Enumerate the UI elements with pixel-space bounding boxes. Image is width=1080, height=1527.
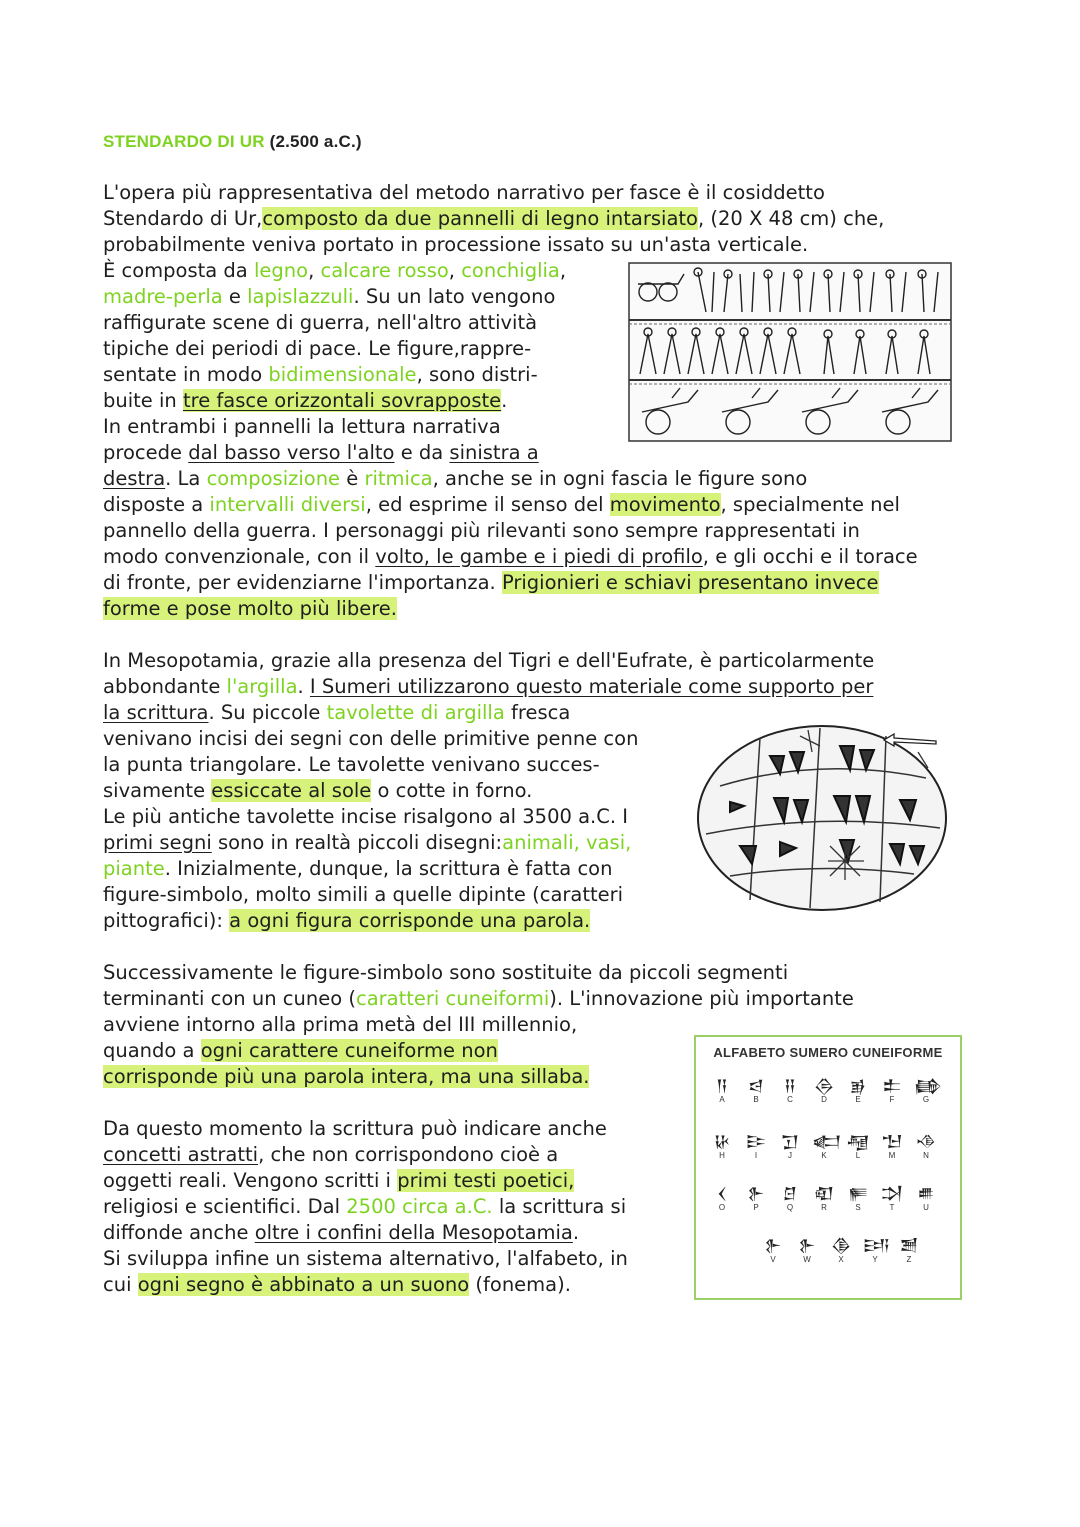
- glyph-letter: U: [923, 1203, 929, 1212]
- glyph-letter: F: [889, 1095, 895, 1104]
- glyph-letter: N: [923, 1151, 929, 1160]
- glyph-letter: M: [888, 1151, 896, 1160]
- p2-line-1: In Mesopotamia, grazie alla presenza del Tigri e dell'Eufrate, è particolarmente: [103, 649, 875, 672]
- glyph-letter: W: [803, 1255, 811, 1264]
- cuneiform-glyph-u: [914, 1185, 938, 1212]
- p4-line-4: religiosi e scientifici. Dal 2500 circa a.C. la scrittura si: [103, 1195, 627, 1218]
- p2-line-11: pittografici): a ogni figura corrisponde una parola.: [103, 909, 591, 932]
- p2-line-3: la scrittura. Su piccole tavolette di argilla fresca: [103, 701, 571, 724]
- glyph-letter: E: [855, 1095, 861, 1104]
- p2-line-4: venivano incisi dei segni con delle primitive penne con: [103, 727, 639, 750]
- p1-line-10: In entrambi i pannelli la lettura narrativa: [103, 415, 501, 438]
- p2-line-10: figure-simbolo, molto simili a quelle dipinte (caratteri: [103, 883, 624, 906]
- glyph-letter: Q: [786, 1203, 794, 1212]
- cuneiform-glyph-r: [812, 1185, 836, 1212]
- glyph-symbol: 𒆠: [830, 1236, 852, 1255]
- glyph-letter: K: [821, 1151, 827, 1160]
- p1-line-13: disposte a intervalli diversi, ed esprime il senso del movimento, specialmente nel: [103, 493, 900, 516]
- glyph-symbol: 𒄩: [713, 1132, 731, 1151]
- cuneiform-glyph-z: [897, 1237, 921, 1264]
- glyph-letter: G: [922, 1095, 930, 1104]
- glyph-letter: A: [719, 1095, 725, 1104]
- p1-line-17: forme e pose molto più libere.: [103, 597, 397, 620]
- glyph-letter: L: [855, 1151, 861, 1160]
- p1-line-2: Stendardo di Ur,composto da due pannelli di legno intarsiato, (20 X 48 cm) che,: [103, 207, 885, 230]
- glyph-symbol: 𒉺: [882, 1076, 902, 1095]
- p4-line-2: concetti astratti, che non corrispondono cioè a: [103, 1143, 559, 1166]
- cuneiform-glyph-t: [880, 1185, 904, 1212]
- p1-line-14: pannello della guerra. I personaggi più rilevanti sono sempre rappresentati in: [103, 519, 860, 542]
- cuneiform-glyph-o: [710, 1185, 734, 1212]
- title-date: (2.500 a.C.): [269, 132, 362, 151]
- p3-line-2: terminanti con un cuneo (caratteri cuneiformi). L'innovazione più importante: [103, 987, 854, 1010]
- glyph-letter: S: [855, 1203, 861, 1212]
- glyph-symbol: 𒆪: [782, 1184, 798, 1203]
- glyph-symbol: 𒍝: [784, 1076, 796, 1095]
- p1-line-4: È composta da legno, calcare rosso, conchiglia,: [103, 259, 567, 282]
- p4-line-5: diffonde anche oltre i confini della Mesopotamia.: [103, 1221, 580, 1244]
- glyph-symbol: 𒅀: [863, 1236, 891, 1255]
- glyph-symbol: 𒋛: [780, 1132, 800, 1151]
- p3-line-5: corrisponde più una parola intera, ma una sillaba.: [103, 1065, 590, 1088]
- cuneiform-glyph-h: [710, 1133, 734, 1160]
- p1-line-6: raffigurate scene di guerra, nell'altro attività: [103, 311, 538, 334]
- glyph-symbol: 𒉿: [798, 1236, 816, 1255]
- glyph-symbol: 𒉿: [764, 1236, 782, 1255]
- glyph-symbol: 𒂵: [914, 1076, 943, 1095]
- glyph-symbol: 𒁲: [813, 1076, 835, 1095]
- glyph-letter: J: [788, 1151, 792, 1160]
- glyph-symbol: 𒈠: [881, 1132, 903, 1151]
- cuneiform-glyph-j: [778, 1133, 802, 1160]
- glyph-letter: H: [719, 1151, 725, 1160]
- page-title: [103, 132, 362, 152]
- cuneiform-glyph-k: [812, 1132, 842, 1160]
- glyph-letter: C: [787, 1095, 793, 1104]
- glyph-symbol: 𒌋: [716, 1184, 728, 1203]
- p4-line-1: Da questo momento la scrittura può indicare anche: [103, 1117, 607, 1140]
- p4-line-6: Si sviluppa infine un sistema alternativo, l'alfabeto, in: [103, 1247, 628, 1270]
- p1-line-11: procede dal basso verso l'alto e da sinistra a: [103, 441, 539, 464]
- cuneiform-glyph-m: [880, 1133, 904, 1160]
- cuneiform-glyph-g: [914, 1076, 943, 1104]
- cuneiform-glyph-x: [829, 1237, 853, 1264]
- glyph-letter: O: [718, 1203, 726, 1212]
- p1-line-12: destra. La composizione è ritmica, anche se in ogni fascia le figure sono: [103, 467, 808, 490]
- glyph-symbol: 𒊓: [848, 1184, 868, 1203]
- cuneiform-alphabet-box: [694, 1035, 962, 1300]
- p1-line-8: sentate in modo bidimensionale, sono distri-: [103, 363, 538, 386]
- glyph-symbol: 𒆷: [846, 1132, 870, 1151]
- glyph-letter: D: [821, 1095, 827, 1104]
- glyph-symbol: 𒋫: [880, 1184, 904, 1203]
- p3-line-3: avviene intorno alla prima metà del III millennio,: [103, 1013, 578, 1036]
- glyph-symbol: 𒈾: [915, 1132, 937, 1151]
- alphabet-title: ALFABETO SUMERO CUNEIFORME: [713, 1045, 943, 1060]
- arrow-icon: [882, 732, 938, 748]
- glyph-letter: V: [770, 1255, 776, 1264]
- cuneiform-glyph-b: [744, 1077, 768, 1104]
- glyph-letter: Y: [872, 1255, 878, 1264]
- cuneiform-glyph-w: [795, 1237, 819, 1264]
- glyph-symbol: 𒄿: [745, 1132, 767, 1151]
- p1-line-7: tipiche dei periodi di pace. Le figure,rappre-: [103, 337, 532, 360]
- cuneiform-glyph-i: [744, 1133, 768, 1160]
- cuneiform-glyph-l: [846, 1133, 870, 1160]
- p1-line-9: buite in tre fasce orizzontali sovrapposte.: [103, 389, 508, 412]
- cuneiform-glyph-c: [778, 1077, 802, 1104]
- glyph-symbol: 𒍪: [899, 1236, 919, 1255]
- p1-line-16: di fronte, per evidenziarne l'importanza. Prigionieri e schiavi presentano invece: [103, 571, 879, 594]
- glyph-symbol: 𒉿: [747, 1184, 765, 1203]
- cuneiform-glyph-f: [880, 1077, 904, 1104]
- p4-line-3: oggetti reali. Vengono scritti i primi testi poetici,: [103, 1169, 575, 1192]
- glyph-letter: P: [753, 1203, 759, 1212]
- glyph-symbol: 𒌑: [917, 1184, 935, 1203]
- glyph-letter: Z: [906, 1255, 912, 1264]
- cuneiform-glyph-y: [863, 1236, 891, 1264]
- cuneiform-glyph-e: [846, 1077, 870, 1104]
- p4-line-7: cui ogni segno è abbinato a un suono (fonema).: [103, 1273, 571, 1296]
- p1-line-15: modo convenzionale, con il volto, le gambe e i piedi di profilo, e gli occhi e il torace: [103, 545, 918, 568]
- glyph-symbol: 𒂊: [849, 1076, 867, 1095]
- glyph-letter: B: [753, 1095, 759, 1104]
- p1-line-3: probabilmente veniva portato in processione issato su un'asta verticale.: [103, 233, 809, 256]
- p2-line-7: Le più antiche tavolette incise risalgono al 3500 a.C. I: [103, 805, 629, 828]
- glyph-symbol: 𒁀: [748, 1076, 764, 1095]
- p2-line-9: piante. Inizialmente, dunque, la scrittura è fatta con: [103, 857, 613, 880]
- cuneiform-glyph-d: [812, 1077, 836, 1104]
- glyph-letter: R: [821, 1203, 827, 1212]
- glyph-symbol: 𒅗: [812, 1132, 842, 1151]
- p3-line-4: quando a ogni carattere cuneiforme non: [103, 1039, 498, 1062]
- p1-line-1: L'opera più rappresentativa del metodo narrativo per fasce è il cosiddetto: [103, 181, 825, 204]
- p2-line-8: primi segni sono in realtà piccoli disegni:animali, vasi,: [103, 831, 632, 854]
- p2-line-5: la punta triangolare. Le tavolette venivano succes-: [103, 753, 600, 776]
- glyph-letter: I: [754, 1151, 758, 1160]
- standard-of-ur-image: [628, 262, 952, 442]
- title-main: STENDARDO DI UR: [103, 132, 265, 151]
- cuneiform-glyph-a: [710, 1077, 734, 1104]
- cuneiform-glyph-s: [846, 1185, 870, 1212]
- glyph-letter: T: [889, 1203, 895, 1212]
- p1-line-5: madre-perla e lapislazzuli. Su un lato vengono: [103, 285, 556, 308]
- cuneiform-glyph-q: [778, 1185, 802, 1212]
- glyph-letter: X: [838, 1255, 844, 1264]
- cuneiform-glyph-p: [744, 1185, 768, 1212]
- glyph-symbol: 𒀀: [716, 1076, 728, 1095]
- p3-line-1: Successivamente le figure-simbolo sono sostituite da piccoli segmenti: [103, 961, 789, 984]
- cuneiform-glyph-v: [761, 1237, 785, 1264]
- glyph-symbol: 𒊏: [813, 1184, 835, 1203]
- p2-line-2: abbondante l'argilla. I Sumeri utilizzarono questo materiale come supporto per: [103, 675, 874, 698]
- cuneiform-glyph-n: [914, 1133, 938, 1160]
- p2-line-6: sivamente essiccate al sole o cotte in forno.: [103, 779, 533, 802]
